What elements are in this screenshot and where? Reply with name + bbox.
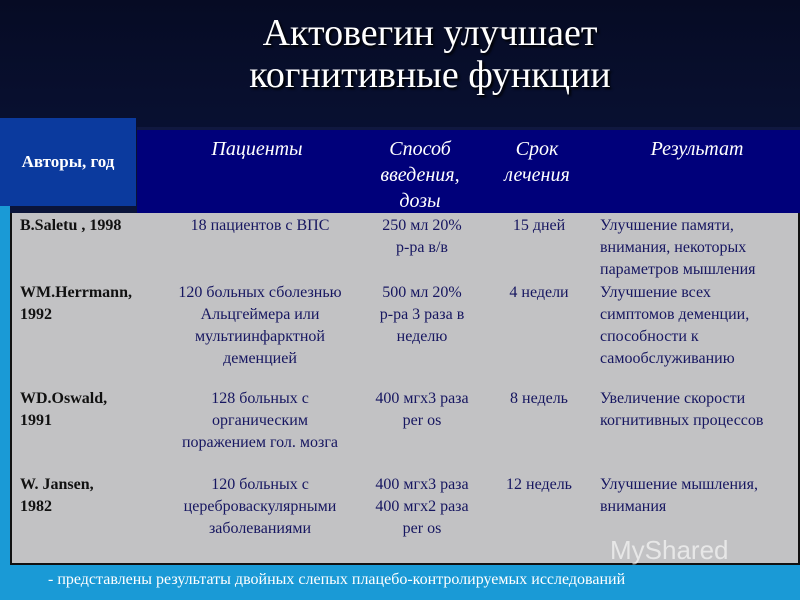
result-cell-line: параметров мышления: [600, 261, 756, 278]
method-cell-line: per os: [402, 412, 442, 429]
method-cell-line: per os: [402, 520, 442, 537]
duration-cell: 8 недель: [510, 390, 568, 407]
patients-cell-line: Альцгеймера или: [200, 306, 320, 323]
header-duration-line: Срок: [515, 138, 559, 160]
result-cell: [600, 474, 796, 518]
method-cell-line: р-ра 3 раза в: [379, 306, 465, 323]
header-duration-line: лечения: [504, 164, 570, 186]
patients-cell-line: 128 больных с: [211, 390, 309, 407]
method-cell-line: 500 мл 20%: [382, 284, 462, 301]
method-cell: [362, 474, 482, 540]
patients-cell-line: 120 больных с: [211, 476, 309, 493]
title-line-1: Актовегин улучшает: [262, 12, 598, 54]
patients-cell-line: заболеваниями: [208, 520, 312, 537]
footer-note: - представлены результаты двойных слепых плацебо-контролируемых исследований: [48, 571, 626, 588]
patients-cell-line: органическим: [212, 412, 308, 429]
header-method: [357, 136, 483, 214]
result-cell: [600, 388, 796, 432]
title-line-2: когнитивные функции: [249, 54, 611, 96]
result-cell-line: внимания: [600, 498, 667, 515]
patients-cell: [162, 215, 358, 237]
header-result: Результат: [650, 138, 744, 160]
watermark-logo: MyShared: [610, 535, 729, 565]
header-patients: Пациенты: [211, 138, 303, 160]
author-cell: [20, 282, 160, 326]
method-cell-line: неделю: [396, 328, 448, 345]
result-cell-line: способности к: [600, 328, 699, 345]
patients-cell-line: 120 больных сболезнью: [178, 284, 342, 301]
author-cell-line: 1982: [20, 498, 52, 515]
result-cell-line: симптомов деменции,: [600, 306, 750, 323]
author-cell-line: 1992: [20, 306, 52, 323]
patients-cell: [162, 474, 358, 540]
method-cell: [362, 282, 482, 348]
slide-title: [140, 12, 720, 96]
footer-band: [0, 565, 800, 600]
result-cell-line: внимания, некоторых: [600, 239, 747, 256]
result-cell-line: когнитивных процессов: [600, 412, 764, 429]
table-body: [10, 213, 800, 565]
header-duration: [482, 136, 592, 188]
accent-strip: [0, 206, 10, 566]
patients-cell: [162, 282, 358, 370]
duration-cell: 15 дней: [512, 217, 566, 234]
result-cell: [600, 215, 796, 281]
header-method-line: дозы: [399, 190, 441, 212]
result-cell-line: Улучшение памяти,: [600, 217, 734, 234]
method-cell-line: р-ра в/в: [396, 239, 448, 256]
result-cell-line: Улучшение мышления,: [600, 476, 758, 493]
author-cell-line: WM.Herrmann,: [20, 284, 132, 301]
author-cell-line: 1991: [20, 412, 52, 429]
method-cell-line: 400 мгx2 раза: [375, 498, 469, 515]
author-cell-line: B.Saletu , 1998: [20, 217, 122, 234]
patients-cell-line: цереброваскулярными: [183, 498, 337, 515]
author-cell: [20, 474, 160, 518]
duration-cell: 12 недель: [506, 476, 572, 493]
author-cell: [20, 215, 160, 237]
header-authors: Авторы, год: [0, 118, 136, 206]
patients-cell-line: деменцией: [223, 350, 297, 367]
method-cell-line: 400 мгx3 раза: [375, 476, 469, 493]
method-cell: [362, 215, 482, 259]
method-cell-line: 250 мл 20%: [382, 217, 462, 234]
result-cell-line: Увеличение скорости: [600, 390, 746, 407]
header-method-line: Способ: [389, 138, 451, 160]
patients-cell-line: мультиинфарктной: [195, 328, 325, 345]
result-cell: [600, 282, 796, 370]
patients-cell-line: поражением гол. мозга: [181, 434, 338, 451]
author-cell-line: WD.Oswald,: [20, 390, 108, 407]
duration-cell: 4 недели: [509, 284, 569, 301]
author-cell-line: W. Jansen,: [20, 476, 94, 493]
method-cell-line: 400 мгx3 раза: [375, 390, 469, 407]
patients-cell: [162, 388, 358, 454]
author-cell: [20, 388, 160, 432]
result-cell-line: Улучшение всех: [600, 284, 711, 301]
header-method-line: введения,: [380, 164, 460, 186]
table-header: [137, 127, 800, 216]
result-cell-line: самообслуживанию: [600, 350, 735, 367]
method-cell: [362, 388, 482, 432]
patients-cell-line: 18 пациентов с ВПС: [190, 217, 330, 234]
